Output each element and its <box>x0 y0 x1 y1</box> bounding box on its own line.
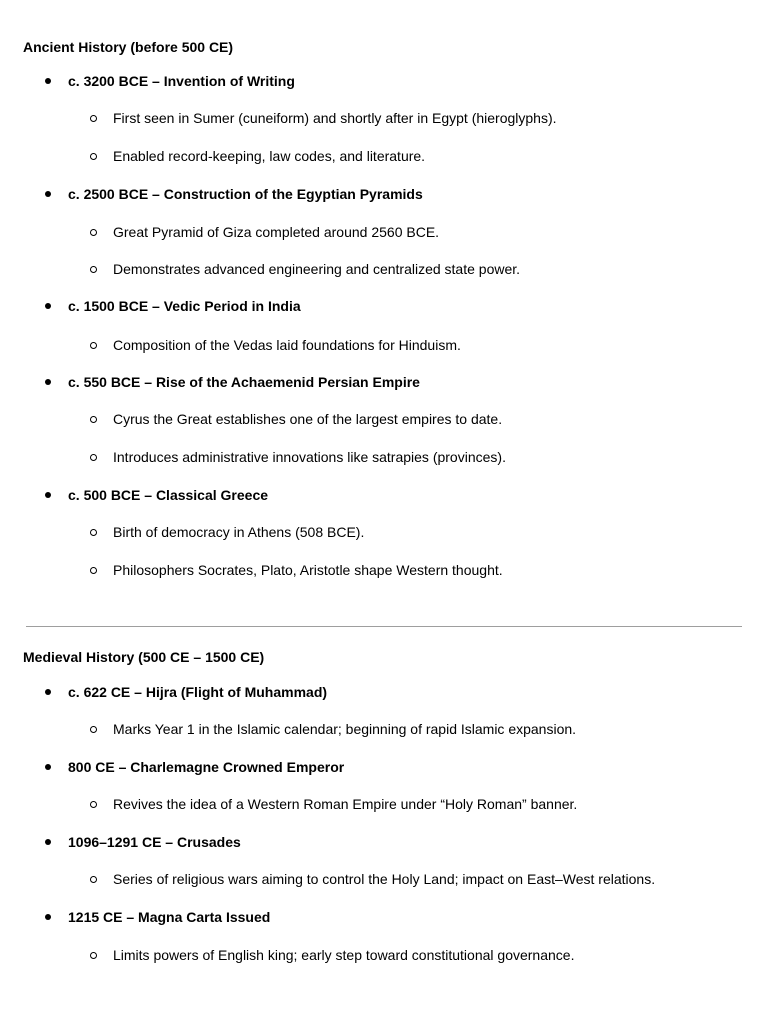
event-detail <box>0 524 768 540</box>
bullet-disc-icon <box>45 492 51 498</box>
event-detail-text: Series of religious wars aiming to control the Holy Land; impact on East–West relations. <box>113 871 656 887</box>
event-title: c. 2500 BCE – Construction of the Egyptian Pyramids <box>68 186 423 202</box>
bullet-circle-icon <box>90 876 97 883</box>
event-title: c. 1500 BCE – Vedic Period in India <box>68 298 301 314</box>
event-detail <box>0 562 768 578</box>
event-detail <box>0 721 768 737</box>
event-detail-text: Limits powers of English king; early step toward constitutional governance. <box>113 947 575 963</box>
event-title: c. 500 BCE – Classical Greece <box>68 487 269 503</box>
event-item <box>0 73 768 89</box>
event-detail-text: Demonstrates advanced engineering and centralized state power. <box>113 261 521 277</box>
bullet-disc-icon <box>45 764 51 770</box>
bullet-circle-icon <box>90 726 97 733</box>
section-divider <box>26 626 742 627</box>
event-detail-text: Birth of democracy in Athens (508 BCE). <box>113 524 365 540</box>
event-title: 1215 CE – Magna Carta Issued <box>68 909 271 925</box>
event-detail <box>0 110 768 126</box>
event-detail <box>0 411 768 427</box>
event-detail <box>0 947 768 963</box>
bullet-circle-icon <box>90 801 97 808</box>
bullet-circle-icon <box>90 229 97 236</box>
bullet-circle-icon <box>90 416 97 423</box>
bullet-circle-icon <box>90 342 97 349</box>
event-detail-text: Composition of the Vedas laid foundations for Hinduism. <box>113 337 461 353</box>
bullet-disc-icon <box>45 839 51 845</box>
event-detail-text: First seen in Sumer (cuneiform) and shortly after in Egypt (hieroglyphs). <box>113 110 557 126</box>
event-detail-text: Great Pyramid of Giza completed around 2560 BCE. <box>113 224 440 240</box>
event-detail-text: Marks Year 1 in the Islamic calendar; beginning of rapid Islamic expansion. <box>113 721 577 737</box>
event-title: c. 622 CE – Hijra (Flight of Muhammad) <box>68 684 328 700</box>
event-item <box>0 186 768 202</box>
bullet-disc-icon <box>45 78 51 84</box>
event-detail-text: Cyrus the Great establishes one of the largest empires to date. <box>113 411 503 427</box>
event-title: c. 550 BCE – Rise of the Achaemenid Persian Empire <box>68 374 420 390</box>
event-item <box>0 374 768 390</box>
bullet-disc-icon <box>45 914 51 920</box>
bullet-circle-icon <box>90 952 97 959</box>
event-detail <box>0 261 768 277</box>
event-detail <box>0 148 768 164</box>
bullet-circle-icon <box>90 529 97 536</box>
event-detail <box>0 224 768 240</box>
bullet-disc-icon <box>45 379 51 385</box>
event-title: c. 3200 BCE – Invention of Writing <box>68 73 295 89</box>
event-title: 1096–1291 CE – Crusades <box>68 834 241 850</box>
bullet-circle-icon <box>90 567 97 574</box>
event-item <box>0 684 768 700</box>
section-heading-ancient: Ancient History (before 500 CE) <box>23 39 234 55</box>
event-detail <box>0 337 768 353</box>
event-detail-text: Philosophers Socrates, Plato, Aristotle shape Western thought. <box>113 562 503 578</box>
bullet-circle-icon <box>90 115 97 122</box>
event-item <box>0 909 768 925</box>
event-detail <box>0 871 768 887</box>
bullet-disc-icon <box>45 191 51 197</box>
event-item <box>0 759 768 775</box>
event-title: 800 CE – Charlemagne Crowned Emperor <box>68 759 345 775</box>
event-detail-text: Enabled record-keeping, law codes, and literature. <box>113 148 426 164</box>
section-heading-medieval: Medieval History (500 CE – 1500 CE) <box>23 649 265 665</box>
bullet-circle-icon <box>90 454 97 461</box>
bullet-disc-icon <box>45 689 51 695</box>
bullet-circle-icon <box>90 266 97 273</box>
event-item <box>0 298 768 314</box>
event-detail-text: Introduces administrative innovations like satrapies (provinces). <box>113 449 506 465</box>
bullet-disc-icon <box>45 303 51 309</box>
event-detail <box>0 449 768 465</box>
bullet-circle-icon <box>90 153 97 160</box>
event-item <box>0 487 768 503</box>
event-item <box>0 834 768 850</box>
event-detail-text: Revives the idea of a Western Roman Empire under “Holy Roman” banner. <box>113 796 578 812</box>
event-detail <box>0 796 768 812</box>
